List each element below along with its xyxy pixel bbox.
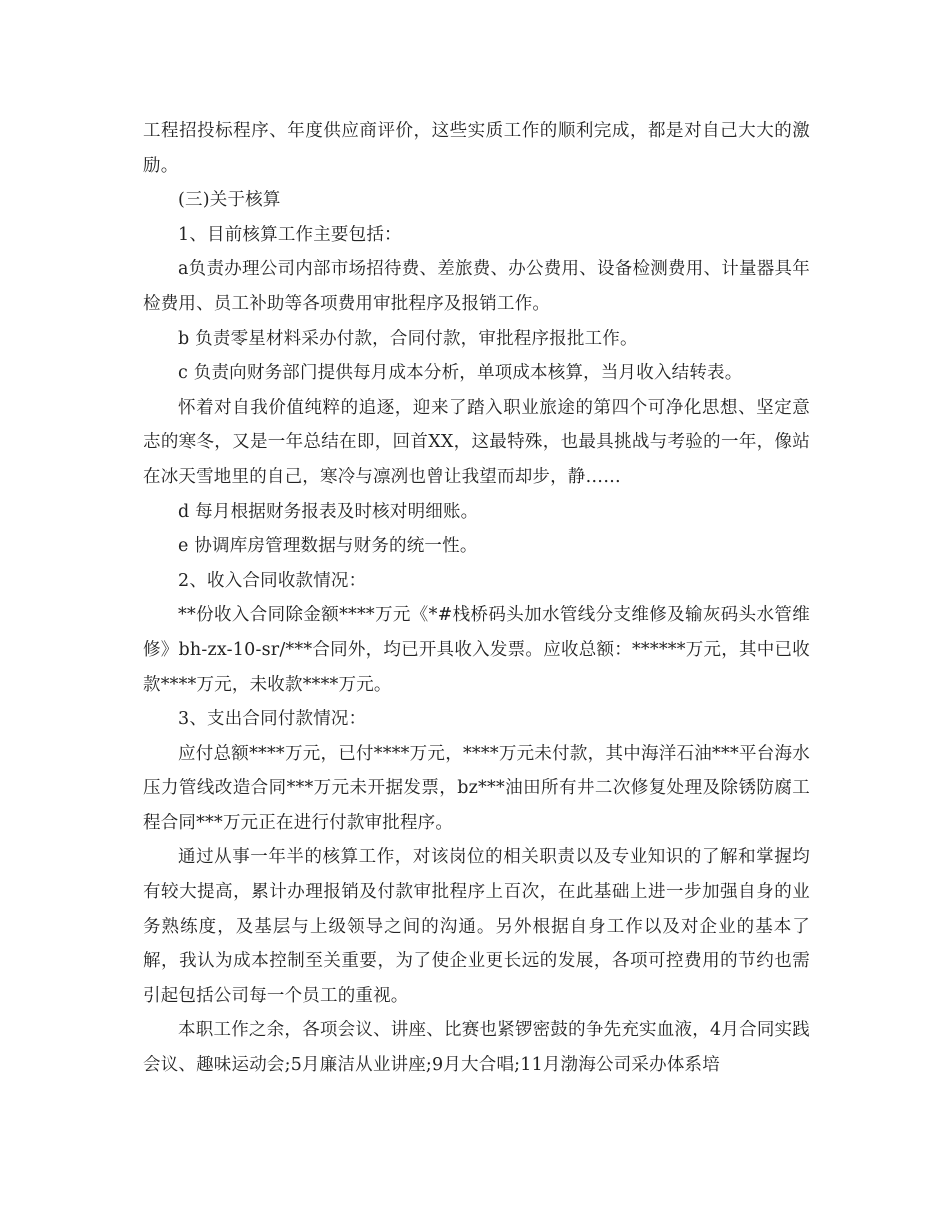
paragraph: e 协调库房管理数据与财务的统一性。 [178,536,478,557]
document-body [143,114,810,1083]
paragraph: **份收入合同除金额****万元《*#栈桥码头加水管线分支维修及输灰码头水管维修》bh-zx-10-sr/***合同外，均已开具收入发票。应收总额：******万元，其中已收款****万元，未收款****万元。 [143,605,810,695]
paragraph: c 负责向财务部门提供每月成本分析，单项成本核算，当月收入结转表。 [178,363,743,384]
paragraph: b 负责零星材料采办付款，合同付款，审批程序报批工作。 [178,328,638,349]
paragraph: 怀着对自我价值纯粹的追逐，迎来了踏入职业旅途的第四个可净化思想、坚定意志的寒冬，又是一年总结在即，回首XX，这最特殊，也最具挑战与考验的一年，像站在冰天雪地里的自己，寒冷与凛冽也曾让我望而却步，静…… [143,397,810,487]
paragraph: 工程招投标程序、年度供应商评价，这些实质工作的顺利完成，都是对自己大大的激励。 [143,121,810,176]
paragraph: 通过从事一年半的核算工作，对该岗位的相关职责以及专业知识的了解和掌握均有较大提高，累计办理报销及付款审批程序上百次，在此基础上进一步加强自身的业务熟练度，及基层与上级领导之间的沟通。另外根据自身工作以及对企业的基本了解，我认为成本控制至关重要，为了使企业更长远的发展，各项可控费用的节约也需引起包括公司每一个员工的重视。 [143,847,810,1006]
paragraph: 3、支出合同付款情况： [178,709,367,730]
paragraph: (三)关于核算 [178,190,281,211]
paragraph: 本职工作之余，各项会议、讲座、比赛也紧锣密鼓的争先充实血液，4月合同实践会议、趣味运动会;5月廉洁从业讲座;9月大合唱;11月渤海公司采办体系培 [143,1020,810,1076]
paragraph: a负责办理公司内部市场招待费、差旅费、办公费用、设备检测费用、计量器具年检费用、员工补助等各项费用审批程序及报销工作。 [143,259,810,314]
paragraph: d 每月根据财务报表及时核对明细账。 [178,501,479,522]
paragraph: 1、目前核算工作主要包括： [178,224,402,245]
paragraph: 2、收入合同收款情况： [178,570,367,591]
paragraph: 应付总额****万元，已付****万元，****万元未付款，其中海洋石油***平台海水压力管线改造合同***万元未开据发票，bz***油田所有井二次修复处理及除锈防腐工程合同***万元正在进行付款审批程序。 [143,743,810,833]
